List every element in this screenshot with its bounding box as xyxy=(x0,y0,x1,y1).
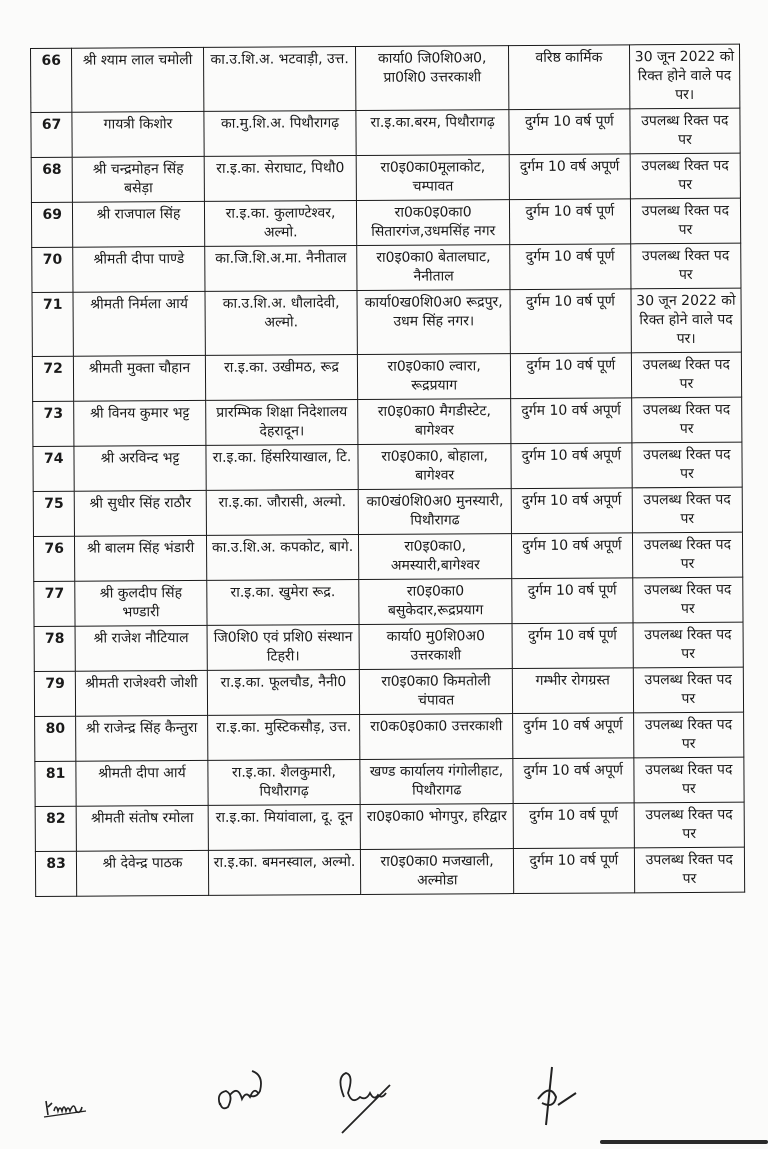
employee-name-cell: श्री राजपाल सिंह xyxy=(73,201,205,247)
current-posting-cell: का.मु.शि.अ. पिथौरागढ़ xyxy=(204,111,357,157)
employee-name-cell: श्री राजेन्द्र सिंह कैन्तुरा xyxy=(76,715,208,761)
table-row xyxy=(33,397,742,446)
table-row xyxy=(33,532,742,581)
new-posting-cell: रा0इ0का0, बोहाला, बागेश्वर xyxy=(358,444,511,490)
remark-cell: उपलब्ध रिक्त पद पर xyxy=(634,847,745,893)
current-posting-cell: रा.इ.का. जौरासी, अल्मो. xyxy=(206,490,359,536)
employee-name-cell: श्रीमती निर्मला आर्य xyxy=(73,291,205,356)
table-row xyxy=(35,757,744,806)
signature-3 xyxy=(330,1067,410,1137)
current-posting-cell: रा.इ.का. खुमेरा रूद्र. xyxy=(206,579,359,625)
employee-name-cell: श्री श्याम लाल चमोली xyxy=(72,47,204,112)
current-posting-cell: रा.इ.का. मियांवाला, दू. दून xyxy=(208,804,361,850)
transfer-reason-cell: दुर्गम 10 वर्ष अपूर्ण xyxy=(513,713,634,759)
employee-name-cell: श्रीमती दीपा आर्य xyxy=(76,760,208,806)
transfer-reason-cell: दुर्गम 10 वर्ष पूर्ण xyxy=(512,578,633,624)
transfer-reason-cell: दुर्गम 10 वर्ष पूर्ण xyxy=(510,244,631,290)
transfer-reason-cell: दुर्गम 10 वर्ष पूर्ण xyxy=(509,109,630,155)
transfer-reason-cell: दुर्गम 10 वर्ष अपूर्ण xyxy=(511,398,632,444)
table-row xyxy=(35,847,744,896)
employee-name-cell: गायत्री किशोर xyxy=(72,111,204,157)
table-row xyxy=(35,712,744,761)
serial-number-cell: 74 xyxy=(33,446,75,491)
transfer-reason-cell: दुर्गम 10 वर्ष पूर्ण xyxy=(510,353,631,399)
remark-cell: उपलब्ध रिक्त पद पर xyxy=(632,532,743,578)
current-posting-cell: प्रारम्भिक शिक्षा निदेशालय देहरादून। xyxy=(205,400,358,446)
signature-1 xyxy=(42,1093,92,1119)
remark-cell: उपलब्ध रिक्त पद पर xyxy=(631,397,742,443)
table-row xyxy=(31,153,740,202)
serial-number-cell: 81 xyxy=(35,761,77,806)
employee-name-cell: श्री सुधीर सिंह राठौर xyxy=(75,490,207,536)
employee-name-cell: श्रीमती दीपा पाण्डे xyxy=(73,246,205,292)
employee-name-cell: श्रीमती राजेश्वरी जोशी xyxy=(76,670,208,716)
current-posting-cell: रा.इ.का. फूलचौड, नैनी0 xyxy=(207,669,360,715)
table-row xyxy=(31,198,740,247)
transfer-reason-cell: दुर्गम 10 वर्ष अपूर्ण xyxy=(513,758,634,804)
scan-edge xyxy=(600,1140,768,1144)
employee-name-cell: श्रीमती संतोष रमोला xyxy=(76,805,208,851)
employee-name-cell: श्री चन्द्रमोहन सिंह बसेड़ा xyxy=(72,156,204,202)
table-row xyxy=(32,288,741,356)
transfer-reason-cell: वरिष्ठ कार्मिक xyxy=(508,45,629,110)
employee-name-cell: श्रीमती मुक्ता चौहान xyxy=(74,355,206,401)
serial-number-cell: 71 xyxy=(32,292,74,356)
remark-cell: उपलब्ध रिक्त पद पर xyxy=(633,712,744,758)
new-posting-cell: रा0इ0का0 मजखाली, अल्मोडा xyxy=(361,849,514,895)
serial-number-cell: 70 xyxy=(32,247,74,292)
serial-number-cell: 79 xyxy=(34,671,76,716)
new-posting-cell: रा0इ0का0मूलाकोट, चम्पावत xyxy=(357,155,510,201)
employee-name-cell: श्री राजेश नौटियाल xyxy=(75,625,207,671)
table-row xyxy=(34,667,743,716)
new-posting-cell: रा0इ0का0 ल्वारा, रूद्रप्रयाग xyxy=(358,354,511,400)
current-posting-cell: का.उ.शि.अ. भटवाड़ी, उत्त. xyxy=(203,47,356,112)
table-row xyxy=(33,442,742,491)
employee-name-cell: श्री विनय कुमार भट्ट xyxy=(74,400,206,446)
transfer-reason-cell: दुर्गम 10 वर्ष पूर्ण xyxy=(513,848,634,894)
serial-number-cell: 82 xyxy=(35,806,77,851)
new-posting-cell: कार्या0 जि0शि0अ0, प्रा0शि0 उत्तरकाशी xyxy=(356,46,509,111)
new-posting-cell: रा0इ0का0 भोगपुर, हरिद्वार xyxy=(360,804,513,850)
transfer-reason-cell: दुर्गम 10 वर्ष अपूर्ण xyxy=(511,443,632,489)
serial-number-cell: 80 xyxy=(35,716,77,761)
serial-number-cell: 83 xyxy=(35,851,77,896)
new-posting-cell: रा0इ0का0 किमतोली चंपावत xyxy=(360,669,513,715)
current-posting-cell: का.उ.शि.अ. कपकोट, बागे. xyxy=(206,535,359,581)
remark-cell: उपलब्ध रिक्त पद पर xyxy=(630,108,741,154)
current-posting-cell: का.उ.शि.अ. धौलादेवी, अल्मो. xyxy=(205,291,358,356)
remark-cell: उपलब्ध रिक्त पद पर xyxy=(630,198,741,244)
transfer-reason-cell: दुर्गम 10 वर्ष अपूर्ण xyxy=(511,488,632,534)
remark-cell: उपलब्ध रिक्त पद पर xyxy=(633,577,744,623)
new-posting-cell: खण्ड कार्यालय गंगोलीहाट, पिथौरागढ xyxy=(360,759,513,805)
serial-number-cell: 73 xyxy=(33,401,75,446)
table-row xyxy=(35,802,744,851)
new-posting-cell: रा0क0इ0का0 सितारगंज,उधमसिंह नगर xyxy=(357,200,510,246)
transfer-reason-cell: दुर्गम 10 वर्ष पूर्ण xyxy=(509,199,630,245)
table-body xyxy=(31,44,745,896)
serial-number-cell: 78 xyxy=(34,626,76,671)
employee-name-cell: श्री कुलदीप सिंह भण्डारी xyxy=(75,580,207,626)
remark-cell: उपलब्ध रिक्त पद पर xyxy=(634,802,745,848)
transfer-reason-cell: दुर्गम 10 वर्ष पूर्ण xyxy=(512,623,633,669)
remark-cell: 30 जून 2022 को रिक्त होने वाले पद पर। xyxy=(631,288,742,353)
table-row xyxy=(32,243,741,292)
serial-number-cell: 66 xyxy=(31,48,73,112)
serial-number-cell: 67 xyxy=(31,112,73,157)
table-row xyxy=(31,44,740,112)
new-posting-cell: रा0इ0का0 मैगडीस्टेट, बागेश्वर xyxy=(358,399,511,445)
transfer-reason-cell: दुर्गम 10 वर्ष अपूर्ण xyxy=(509,154,630,200)
remark-cell: उपलब्ध रिक्त पद पर xyxy=(631,352,742,398)
new-posting-cell: का0खं0शि0अ0 मुनस्यारी, पिथौरागढ xyxy=(359,489,512,535)
remark-cell: उपलब्ध रिक्त पद पर xyxy=(632,442,743,488)
transfer-reason-cell: गम्भीर रोगग्रस्त xyxy=(512,668,633,714)
signature-2 xyxy=(212,1065,272,1117)
remark-cell: उपलब्ध रिक्त पद पर xyxy=(634,757,745,803)
table-row xyxy=(33,487,742,536)
table-row xyxy=(34,577,743,626)
transfer-reason-cell: दुर्गम 10 वर्ष पूर्ण xyxy=(513,803,634,849)
serial-number-cell: 75 xyxy=(33,491,75,536)
current-posting-cell: जि0शि0 एवं प्रशि0 संस्थान टिहरी। xyxy=(207,624,360,670)
current-posting-cell: रा.इ.का. हिंसरियाखाल, टि. xyxy=(206,445,359,491)
current-posting-cell: रा.इ.का. बमनस्वाल, अल्मो. xyxy=(208,849,361,895)
current-posting-cell: रा.इ.का. उखीमठ, रूद्र xyxy=(205,355,358,401)
serial-number-cell: 69 xyxy=(31,202,73,247)
new-posting-cell: रा0इ0का0, अमस्यारी,बागेश्वर xyxy=(359,534,512,580)
employee-name-cell: श्री अरविन्द भट्ट xyxy=(74,445,206,491)
serial-number-cell: 68 xyxy=(31,157,73,202)
current-posting-cell: का.जि.शि.अ.मा. नैनीताल xyxy=(204,246,357,292)
current-posting-cell: रा.इ.का. सेराघाट, पिथौ0 xyxy=(204,156,357,202)
remark-cell: 30 जून 2022 को रिक्त होने वाले पद पर। xyxy=(629,44,740,109)
serial-number-cell: 72 xyxy=(32,356,74,401)
transfer-reason-cell: दुर्गम 10 वर्ष अपूर्ण xyxy=(511,533,632,579)
serial-number-cell: 77 xyxy=(34,581,76,626)
signature-4 xyxy=(530,1065,590,1145)
remark-cell: उपलब्ध रिक्त पद पर xyxy=(630,153,741,199)
remark-cell: उपलब्ध रिक्त पद पर xyxy=(632,487,743,533)
table-row xyxy=(32,352,741,401)
new-posting-cell: कार्या0 मु0शि0अ0 उत्तरकाशी xyxy=(359,624,512,670)
table-row xyxy=(31,108,740,157)
new-posting-cell: कार्या0ख0शि0अ0 रूद्रपुर, उधम सिंह नगर। xyxy=(357,290,510,355)
remark-cell: उपलब्ध रिक्त पद पर xyxy=(633,667,744,713)
current-posting-cell: रा.इ.का. शैलकुमारी, पिथौरागढ़ xyxy=(208,759,361,805)
employee-name-cell: श्री बालम सिंह भंडारी xyxy=(75,535,207,581)
remark-cell: उपलब्ध रिक्त पद पर xyxy=(633,622,744,668)
employee-name-cell: श्री देवेन्द्र पाठक xyxy=(77,850,209,896)
signature-area xyxy=(0,1065,768,1135)
new-posting-cell: रा0इ0का0 बेतालघाट, नैनीताल xyxy=(357,245,510,291)
remark-cell: उपलब्ध रिक्त पद पर xyxy=(630,243,741,289)
serial-number-cell: 76 xyxy=(33,536,75,581)
table-row xyxy=(34,622,743,671)
current-posting-cell: रा.इ.का. मुस्टिकसौड़, उत्त. xyxy=(207,714,360,760)
new-posting-cell: रा0इ0का0 बसुकेदार,रूद्रप्रयाग xyxy=(359,579,512,625)
new-posting-cell: रा0क0इ0का0 उत्तरकाशी xyxy=(360,714,513,760)
transfer-table xyxy=(30,44,745,897)
transfer-reason-cell: दुर्गम 10 वर्ष पूर्ण xyxy=(510,289,631,354)
new-posting-cell: रा.इ.का.बरम, पिथौरागढ़ xyxy=(356,110,509,156)
current-posting-cell: रा.इ.का. कुलाण्टेश्वर, अल्मो. xyxy=(204,201,357,247)
